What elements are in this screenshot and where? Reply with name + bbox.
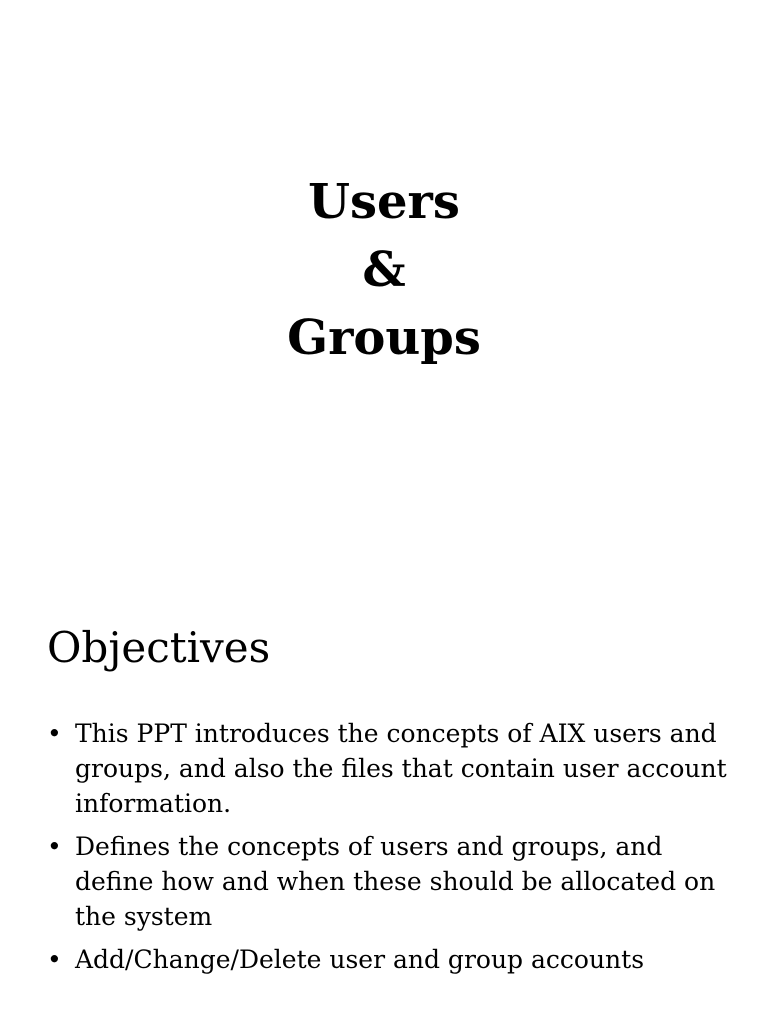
bullet-text: Defines the concepts of users and groups, and define how and when these should be allocated on the system — [75, 832, 716, 931]
list-item — [47, 829, 727, 934]
title-line-ampersand: & — [362, 242, 406, 298]
list-item — [47, 942, 727, 977]
list-item — [47, 716, 727, 821]
title-line-users: Users — [308, 174, 460, 230]
bullet-icon: • — [47, 832, 62, 861]
bullet-icon: • — [47, 719, 62, 748]
bullet-text: Add/Change/Delete user and group accounts — [75, 945, 645, 974]
title-slide — [0, 168, 768, 372]
bullet-icon: • — [47, 945, 62, 974]
bullet-text: This PPT introduces the concepts of AIX users and groups, and also the files that contain user account information. — [75, 719, 727, 818]
title-line-groups: Groups — [287, 310, 481, 366]
objectives-heading: Objectives — [47, 623, 271, 672]
objectives-list — [47, 716, 727, 985]
